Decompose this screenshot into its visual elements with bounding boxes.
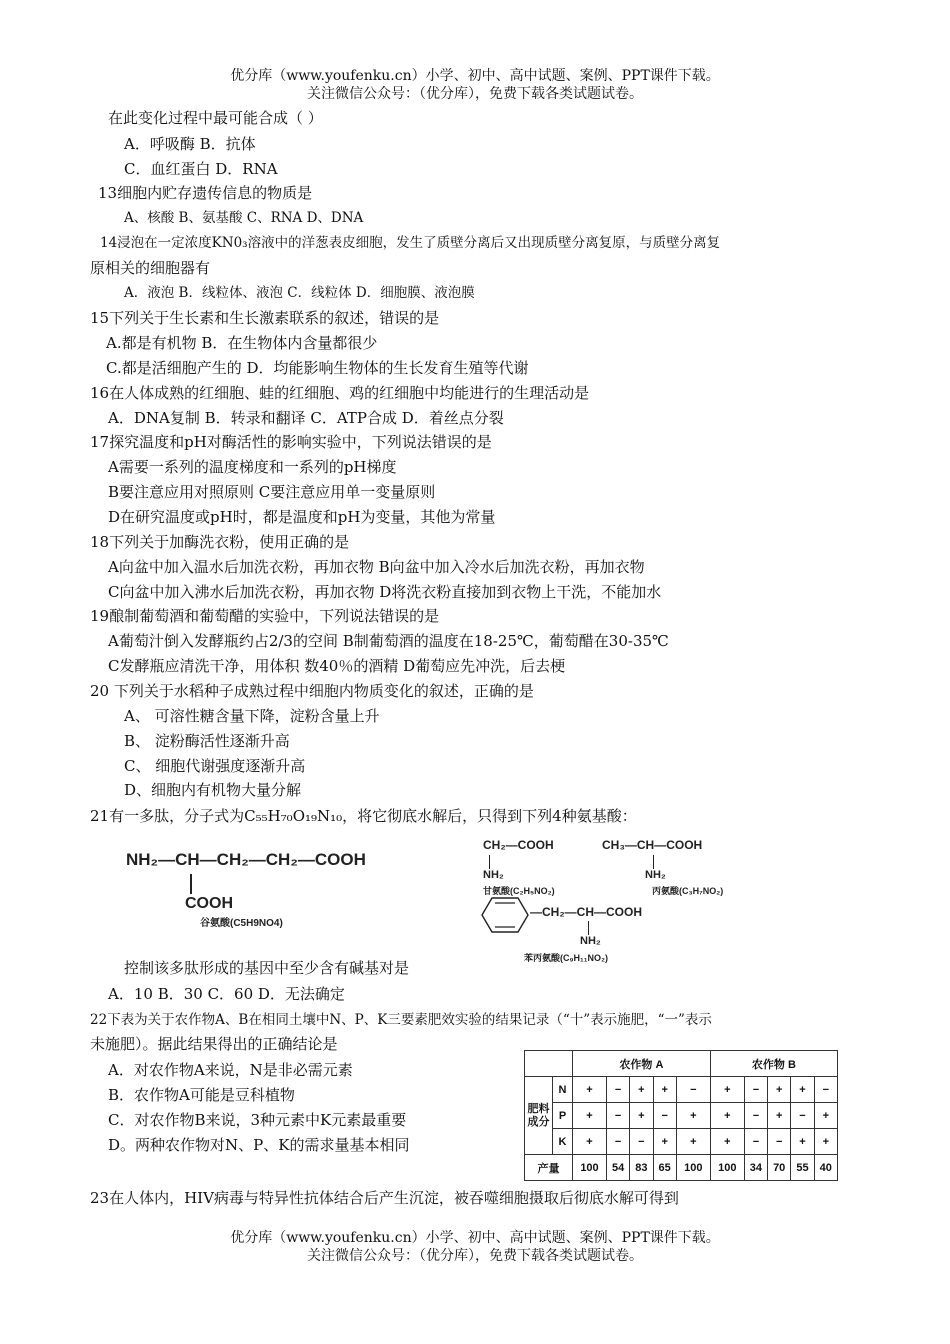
q17-stem: 17探究温度和pH对酶活性的影响实验中，下列说法错误的是 [90,433,492,451]
q17-option-a: A需要一系列的温度梯度和一系列的pH梯度 [108,458,397,476]
benzene-ring-icon [480,896,530,934]
yield-cell: 100 [676,1155,710,1181]
yield-row [525,1155,838,1181]
q19-options-cd: C发酵瓶应清洗干净，用体积 数40％的酒精 D葡萄应先冲洗，后去梗 [108,657,566,675]
q21-options: A．10 B．30 C．60 D．无法确定 [108,985,345,1003]
glycine-nh2: NH₂ [483,869,504,881]
table-row [525,1077,838,1103]
nutrient-label: P [553,1103,573,1129]
yield-cell: 65 [653,1155,676,1181]
glycine-formula: CH₂—COOH [483,838,554,852]
glycine-bond [489,855,490,869]
alanine-formula: CH₃—CH—COOH [602,838,703,852]
q17-option-d: D在研究温度或pH时，都是温度和pH为变量，其他为常量 [108,508,496,526]
crop-b-header: 农作物 B [710,1051,837,1077]
q22-option-b: B．农作物A可能是豆科植物 [108,1086,295,1104]
q20-option-c: C、 细胞代谢强度逐渐升高 [124,757,306,775]
q19-stem: 19酿制葡萄酒和葡萄醋的实验中，下列说法错误的是 [90,607,440,625]
cell: − [744,1077,767,1103]
cell: + [814,1129,837,1155]
glutamate-formula: NH₂—CH—CH₂—CH₂—COOH [126,850,366,869]
q15-options-cd: C.都是活细胞产生的 D．均能影响生物体的生长发育生殖等代谢 [106,359,529,377]
yield-label: 产量 [525,1155,573,1181]
yield-cell: 40 [814,1155,837,1181]
q20-option-a: A、 可溶性糖含量下降，淀粉含量上升 [124,707,380,725]
phenylalanine-nh2: NH₂ [580,935,601,947]
nutrient-label: N [553,1077,573,1103]
phenylalanine-label: 苯丙氨酸(C₉H₁₁NO₂) [524,953,608,963]
cell: − [768,1129,791,1155]
glutamate-cooh: COOH [185,895,233,912]
cell: + [630,1103,653,1129]
cell: + [768,1077,791,1103]
q21-question: 控制该多肽形成的基因中至少含有碱基对是 [124,959,410,977]
glutamate-label: 谷氨酸(C5H9NO4) [200,918,283,929]
fertilizer-label: 肥料成分 [525,1077,553,1155]
cell: + [573,1103,607,1129]
q12-stem: 在此变化过程中最可能合成（ ） [108,109,323,127]
yield-cell: 54 [607,1155,630,1181]
q20-option-d: D、细胞内有机物大量分解 [124,781,302,799]
yield-cell: 70 [768,1155,791,1181]
alanine-label: 丙氨酸(C₃H₇NO₂) [652,886,724,896]
q18-options-cd: C向盆中加入沸水后加洗衣粉，再加衣物 D将洗衣粉直接加到衣物上干洗，不能加水 [108,583,662,601]
cell: − [744,1129,767,1155]
yield-cell: 100 [710,1155,744,1181]
page-footer-line1: 优分库（www.youfenku.cn）小学、初中、高中试题、案例、PPT课件下载。 [230,1230,720,1246]
cell: − [744,1103,767,1129]
cell: − [676,1077,710,1103]
q20-stem: 20 下列关于水稻种子成熟过程中细胞内物质变化的叙述，正确的是 [90,682,534,700]
fertilizer-table [524,1050,838,1181]
cell: + [791,1129,814,1155]
glutamate-bond [190,874,192,894]
cell: − [653,1103,676,1129]
q17-options-bc: B要注意应用对照原则 C要注意应用单一变量原则 [108,483,436,501]
q14-options: A．液泡 B．线粒体、液泡 C．线粒体 D．细胞膜、液泡膜 [124,285,475,301]
q18-stem: 18下列关于加酶洗衣粉，使用正确的是 [90,533,350,551]
cell: − [607,1129,630,1155]
cell: + [653,1077,676,1103]
q19-options-ab: A葡萄汁倒入发酵瓶约占2/3的空间 B制葡萄酒的温度在18-25℃，葡萄醋在30-35℃ [108,632,669,650]
q15-options-ab: A.都是有机物 B．在生物体内含量都很少 [106,334,378,352]
cell: + [710,1103,744,1129]
cell: + [791,1077,814,1103]
phenylalanine-formula: —CH₂—CH—COOH [530,905,642,919]
q14-stem-line1: 14浸泡在一定浓度KN0₃溶液中的洋葱表皮细胞，发生了质壁分离后又出现质壁分离复原，与质壁分离复 [100,235,721,251]
yield-cell: 55 [791,1155,814,1181]
page-header-line2: 关注微信公众号：（优分库），免费下载各类试题试卷。 [307,86,643,102]
yield-cell: 34 [744,1155,767,1181]
table-header-row [525,1051,838,1077]
yield-cell: 100 [573,1155,607,1181]
cell: + [630,1077,653,1103]
nutrient-label: K [553,1129,573,1155]
crop-a-header: 农作物 A [573,1051,711,1077]
q22-option-a: A．对农作物A来说，N是非必需元素 [108,1061,353,1079]
q20-option-b: B、 淀粉酶活性逐渐升高 [124,732,290,750]
cell: + [653,1129,676,1155]
cell: + [573,1077,607,1103]
cell: + [710,1129,744,1155]
glycine-label: 甘氨酸(C₂H₅NO₂) [483,886,555,896]
cell: − [607,1077,630,1103]
q18-options-ab: A向盆中加入温水后加洗衣粉，再加衣物 B向盆中加入冷水后加洗衣粉，再加衣物 [108,558,645,576]
cell: + [676,1103,710,1129]
yield-cell: 83 [630,1155,653,1181]
q22-stem-line2: 未施肥）。据此结果得出的正确结论是 [90,1035,338,1053]
cell: − [607,1103,630,1129]
q13-stem: 13细胞内贮存遗传信息的物质是 [98,184,313,202]
table-row [525,1103,838,1129]
cell: + [814,1103,837,1129]
q16-options: A．DNA复制 B．转录和翻译 C．ATP合成 D．着丝点分裂 [108,409,504,427]
table-row [525,1129,838,1155]
page-header-line1: 优分库（www.youfenku.cn）小学、初中、高中试题、案例、PPT课件下载。 [230,68,720,84]
table-corner [525,1051,573,1077]
cell: − [630,1129,653,1155]
alanine-nh2: NH₂ [645,869,666,881]
cell: − [814,1077,837,1103]
phenylalanine-bond [588,921,589,935]
cell: + [710,1077,744,1103]
alanine-bond [653,855,654,869]
q23-stem: 23在人体内，HIV病毒与特异性抗体结合后产生沉淀，被吞噬细胞摄取后彻底水解可得到 [90,1189,679,1207]
q14-stem-line2: 原相关的细胞器有 [90,259,211,277]
q13-options: A、核酸 B、氨基酸 C、RNA D、DNA [124,210,364,226]
cell: − [791,1103,814,1129]
q16-stem: 16在人体成熟的红细胞、蛙的红细胞、鸡的红细胞中均能进行的生理活动是 [90,384,590,402]
cell: + [573,1129,607,1155]
q12-options-cd: C．血红蛋白 D．RNA [124,160,278,178]
q12-options-ab: A．呼吸酶 B．抗体 [124,135,256,153]
q15-stem: 15下列关于生长素和生长激素联系的叙述，错误的是 [90,309,440,327]
q21-stem: 21有一多肽，分子式为C₅₅H₇₀O₁₉N₁₀，将它彻底水解后，只得到下列4种氨基酸： [90,807,637,825]
cell: + [676,1129,710,1155]
cell: + [768,1103,791,1129]
q22-stem-line1: 22下表为关于农作物A、B在相同土壤中N、P、K三要素肥效实验的结果记录（“十”表示施肥，“一”表示 [90,1012,712,1028]
q22-option-d: D。两种农作物对N、P、K的需求量基本相同 [108,1136,410,1154]
page-footer-line2: 关注微信公众号：（优分库），免费下载各类试题试卷。 [307,1248,643,1264]
q22-option-c: C．对农作物B来说，3种元素中K元素最重要 [108,1111,407,1129]
